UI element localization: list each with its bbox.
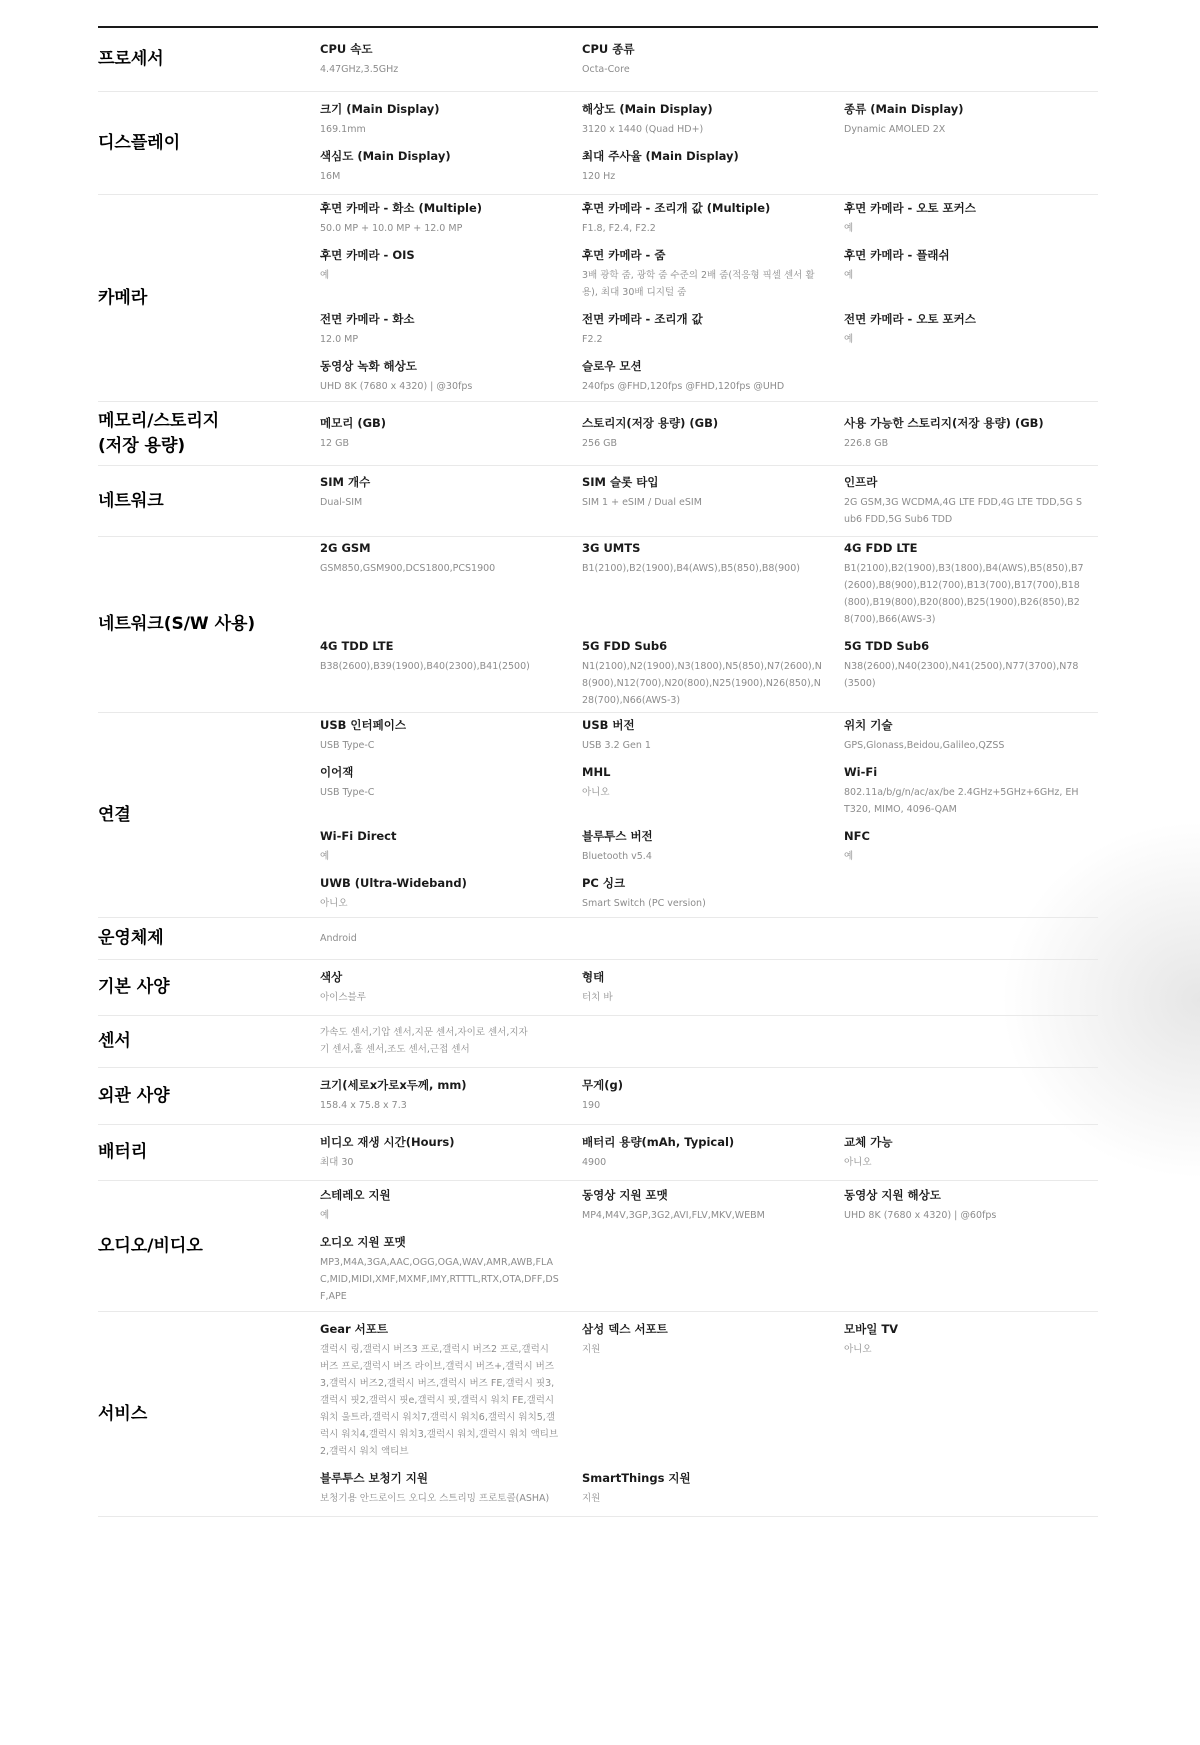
spec-item-label: 인프라 (844, 474, 878, 489)
spec-item-label: NFC (844, 829, 870, 843)
spec-item (844, 415, 1106, 452)
spec-item (582, 1077, 844, 1114)
spec-item-value: 최대 30 (320, 1156, 354, 1168)
spec-item-value: N38(2600),N40(2300),N41(2500),N77(3700),N78(3500) (844, 660, 1079, 689)
spec-item-label: 오디오 지원 포맷 (320, 1234, 406, 1249)
spec-item-value: 802.11a/b/g/n/ac/ax/be 2.4GHz+5GHz+6GHz, EHT320, MIMO, 4096-QAM (844, 787, 1079, 815)
spec-item-value: 아니오 (582, 787, 610, 798)
spec-row-processor (98, 28, 1098, 92)
spec-item (582, 764, 844, 818)
spec-item (844, 474, 1106, 528)
spec-item-label: SIM 슬롯 타입 (582, 474, 659, 489)
spec-item-label: 스토리지(저장 용량) (GB) (582, 415, 719, 430)
spec-item-label: 삼성 덱스 서포트 (582, 1321, 668, 1336)
spec-item-label: 메모리 (GB) (320, 415, 387, 430)
spec-item-value: 예 (844, 223, 854, 234)
spec-row-title: 디스플레이 (98, 132, 181, 153)
spec-item-value: N1(2100),N2(1900),N3(1800),N5(850),N7(2600),N8(900),N12(700),N20(800),N25(1900),N26(850),N28(700),N66(AWS-3) (582, 660, 822, 706)
spec-item-value: 3120 x 1440 (Quad HD+) (582, 123, 704, 135)
spec-row-title: 배터리 (98, 1142, 148, 1162)
spec-item-value: MP4,M4V,3GP,3G2,AVI,FLV,MKV,WEBM (582, 1209, 765, 1221)
spec-row-camera (98, 195, 1098, 402)
spec-item (320, 247, 582, 301)
spec-row-items (320, 1174, 1106, 1319)
spec-item-value: 아니오 (844, 1343, 872, 1355)
spec-item-label: MHL (582, 765, 611, 779)
spec-row-title: 오디오/비디오 (98, 1235, 203, 1256)
spec-item (320, 764, 582, 818)
spec-item-label: SIM 개수 (320, 474, 371, 489)
spec-item-label: 슬로우 모션 (582, 359, 642, 373)
spec-item-label: 이어잭 (320, 765, 354, 779)
spec-item-value: 169.1mm (320, 123, 366, 135)
spec-item (582, 358, 844, 395)
spec-row-items (320, 88, 1106, 199)
spec-row-items (320, 1308, 1106, 1521)
spec-item-label: 전면 카메라 - 화소 (320, 312, 415, 326)
spec-item-value: 12 GB (320, 437, 349, 449)
spec-item-value: 아니오 (320, 898, 348, 909)
spec-item (844, 1321, 1106, 1460)
spec-row-items (320, 527, 1106, 723)
spec-item (320, 1077, 582, 1114)
spec-row-connectivity (98, 713, 1098, 918)
spec-row-services (98, 1312, 1098, 1517)
spec-row-os (98, 918, 1098, 960)
spec-item-value: B38(2600),B39(1900),B40(2300),B41(2500) (320, 660, 530, 672)
spec-row-items (320, 1011, 1106, 1072)
spec-row-title: 프로세서 (98, 49, 164, 69)
spec-item (320, 1134, 582, 1171)
spec-item (582, 717, 844, 754)
spec-item (582, 1134, 844, 1171)
spec-item-value: 226.8 GB (844, 437, 889, 449)
spec-item (844, 828, 1106, 865)
spec-row-items (320, 917, 1106, 961)
spec-item-label: 교체 가능 (844, 1134, 893, 1149)
spec-item-value: F1.8, F2.4, F2.2 (582, 223, 656, 234)
spec-item (582, 148, 844, 185)
spec-item-label: 비디오 재생 시간(Hours) (320, 1134, 455, 1149)
spec-row-title: 서비스 (98, 1403, 148, 1424)
spec-item (582, 828, 844, 865)
spec-item-value: GSM850,GSM900,DCS1800,PCS1900 (320, 562, 496, 574)
spec-item-value: 터치 바 (582, 991, 613, 1003)
spec-item-value: Android (320, 932, 357, 944)
spec-item-label: CPU 속도 (320, 41, 373, 56)
spec-row-title: 네트워크(S/W 사용) (98, 614, 256, 634)
spec-item (320, 148, 582, 185)
spec-item-value: UHD 8K (7680 x 4320) | @60fps (844, 1209, 997, 1221)
spec-row-title: 카메라 (98, 287, 148, 308)
spec-item-label: 위치 기술 (844, 718, 893, 732)
spec-item-label: 3G UMTS (582, 540, 641, 555)
spec-item-label: 배터리 용량(mAh, Typical) (582, 1134, 735, 1149)
spec-item (582, 969, 844, 1006)
spec-item (320, 828, 582, 865)
spec-item (582, 247, 844, 301)
spec-item (582, 540, 844, 628)
spec-item-value: 256 GB (582, 437, 618, 449)
spec-item-value: 120 Hz (582, 170, 616, 182)
spec-item-value: 4900 (582, 1156, 607, 1168)
spec-item-label: 2G GSM (320, 540, 371, 555)
spec-item (582, 1321, 844, 1460)
spec-item (320, 200, 582, 237)
spec-item-value: Dynamic AMOLED 2X (844, 123, 946, 135)
spec-item-label: 5G TDD Sub6 (844, 638, 930, 653)
spec-row-basic (98, 960, 1098, 1016)
spec-item-value: 갤럭시 링,갤럭시 버즈3 프로,갤럭시 버즈2 프로,갤럭시 버즈 프로,갤럭시 버즈 라이브,갤럭시 버즈+,갤럭시 버즈3,갤럭시 버즈2,갤럭시 버즈,갤럭시 버즈 FE,갤럭시 핏3,갤럭시 핏2,갤럭시 핏e,갤럭시 핏,갤럭시 워치 FE,갤럭시 워치 울트라,갤럭시 워치7,갤럭시 워치6,갤럭시 워치5,갤럭시 워치4,갤럭시 워치3,갤럭시 워치,갤럭시 워치 액티브2,갤럭시 워치 액티브 (320, 1343, 559, 1457)
spec-item-label: 동영상 지원 해상도 (844, 1187, 941, 1202)
spec-item-label: CPU 종류 (582, 41, 635, 56)
spec-item-value: Smart Switch (PC version) (582, 898, 706, 909)
spec-item-value: 50.0 MP + 10.0 MP + 12.0 MP (320, 223, 463, 234)
spec-item-value: 예 (320, 851, 330, 862)
spec-item (844, 764, 1106, 818)
spec-item-label: 5G FDD Sub6 (582, 638, 668, 653)
spec-item-label: 무게(g) (582, 1078, 623, 1092)
spec-item-label: 후면 카메라 - 화소 (Multiple) (320, 201, 483, 215)
spec-item-label: 4G TDD LTE (320, 638, 394, 653)
spec-item-label: 해상도 (Main Display) (582, 101, 713, 116)
spec-item (320, 311, 582, 348)
spec-item-value: 지원 (582, 1492, 601, 1504)
spec-item-label: PC 싱크 (582, 876, 626, 890)
spec-item (320, 969, 582, 1006)
spec-item (320, 638, 582, 709)
spec-row-audio-video (98, 1181, 1098, 1312)
spec-item (844, 311, 1106, 348)
spec-item-value: 예 (844, 334, 854, 345)
spec-item-label: 전면 카메라 - 조리개 값 (582, 312, 703, 326)
spec-row-network-sw (98, 537, 1098, 713)
spec-item-value: 아니오 (844, 1156, 872, 1168)
spec-item-value: 12.0 MP (320, 334, 359, 345)
spec-item-value: 가속도 센서,기압 센서,지문 센서,자이로 센서,지자기 센서,홀 센서,조도 센서,근접 센서 (320, 1027, 528, 1055)
spec-item-label: 색상 (320, 969, 343, 984)
spec-item-label: 크기 (Main Display) (320, 101, 440, 116)
spec-item (582, 875, 844, 912)
spec-item-label: Wi-Fi Direct (320, 829, 397, 843)
spec-row-title: 네트워크 (98, 490, 164, 511)
spec-item-value: Bluetooth v5.4 (582, 851, 652, 862)
spec-item-label: 최대 주사율 (Main Display) (582, 148, 739, 163)
spec-item-value: Octa-Core (582, 63, 630, 75)
spec-item-label: USB 버전 (582, 718, 635, 732)
spec-item-value: SIM 1 + eSIM / Dual eSIM (582, 496, 702, 508)
spec-item-label: 모바일 TV (844, 1321, 899, 1336)
spec-item-value: 190 (582, 1100, 601, 1111)
spec-item-label: 후면 카메라 - 조리개 값 (Multiple) (582, 201, 771, 215)
spec-row-appearance (98, 1068, 1098, 1125)
spec-row-sensor (98, 1016, 1098, 1068)
spec-item-value: 158.4 x 75.8 x 7.3 (320, 1100, 407, 1111)
spec-item-value: USB Type-C (320, 787, 375, 798)
spec-item-label: 동영상 지원 포맷 (582, 1187, 668, 1202)
spec-item-label: 전면 카메라 - 오토 포커스 (844, 312, 976, 326)
spec-row-title: 연결 (98, 804, 131, 825)
spec-item-label: 후면 카메라 - OIS (320, 248, 415, 262)
spec-item-label: 형태 (582, 969, 605, 984)
spec-item-label: 색심도 (Main Display) (320, 148, 451, 163)
spec-row-memory (98, 402, 1098, 466)
spec-row-display (98, 92, 1098, 195)
spec-item (844, 200, 1106, 237)
spec-item-label: 후면 카메라 - 줌 (582, 248, 666, 262)
spec-item-label: 크기(세로x가로x두께, mm) (320, 1078, 467, 1092)
spec-item-value: B1(2100),B2(1900),B4(AWS),B5(850),B8(900) (582, 562, 800, 574)
spec-item-value: 보청기용 안드로이드 오디오 스트리밍 프로토콜(ASHA) (320, 1492, 550, 1504)
spec-item-value: UHD 8K (7680 x 4320) | @30fps (320, 381, 473, 392)
spec-item-value: 240fps @FHD,120fps @FHD,120fps @UHD (582, 381, 785, 392)
spec-item (320, 1234, 582, 1305)
spec-item (844, 638, 1106, 709)
spec-item-label: USB 인터페이스 (320, 718, 406, 732)
spec-item-label: SmartThings 지원 (582, 1470, 691, 1485)
spec-item-value: MP3,M4A,3GA,AAC,OGG,OGA,WAV,AMR,AWB,FLAC,MID,MIDI,XMF,MXMF,IMY,RTTTL,RTX,OTA,DFF,DSF,APE (320, 1256, 559, 1302)
spec-item (320, 41, 582, 78)
spec-item-label: 사용 가능한 스토리지(저장 용량) (GB) (844, 415, 1044, 430)
spec-item (582, 415, 844, 452)
spec-item-label: 후면 카메라 - 플래쉬 (844, 248, 950, 262)
spec-row-items (320, 402, 1106, 466)
spec-item (844, 247, 1106, 301)
spec-item (320, 358, 582, 395)
spec-item (582, 41, 844, 78)
spec-item (320, 101, 582, 138)
spec-item (320, 930, 1106, 947)
spec-row-items (320, 28, 1106, 92)
spec-item (582, 1187, 844, 1224)
spec-item-value: 예 (320, 270, 330, 281)
spec-item (582, 200, 844, 237)
spec-item (582, 101, 844, 138)
spec-item (844, 717, 1106, 754)
spec-item (582, 311, 844, 348)
spec-item-value: GPS,Glonass,Beidou,Galileo,QZSS (844, 740, 1005, 751)
spec-item-label: 4G FDD LTE (844, 540, 918, 555)
spec-item (844, 1134, 1106, 1171)
spec-item-value: Dual-SIM (320, 496, 363, 508)
spec-item (320, 1470, 582, 1507)
spec-item-value: 예 (320, 1209, 330, 1221)
spec-item (320, 474, 582, 528)
spec-item (582, 474, 844, 528)
spec-row-title: 외관 사양 (98, 1085, 170, 1106)
spec-item-label: 동영상 녹화 해상도 (320, 359, 417, 373)
spec-row-items (320, 956, 1106, 1020)
spec-item-value: 4.47GHz,3.5GHz (320, 63, 399, 75)
spec-item-label: Wi-Fi (844, 765, 878, 779)
spec-item-value: B1(2100),B2(1900),B3(1800),B4(AWS),B5(850),B7(2600),B8(900),B12(700),B13(700),B17(700),B18(800),B19(800),B20(800),B25(1900),B26(850),B28(700),B66(AWS-3) (844, 562, 1084, 625)
spec-item-value: 아이스블루 (320, 991, 366, 1003)
spec-item (582, 638, 844, 709)
spec-item (844, 1187, 1106, 1224)
spec-item-value: 지원 (582, 1343, 601, 1355)
spec-item-value: 예 (844, 270, 854, 281)
spec-item-label: UWB (Ultra-Wideband) (320, 876, 467, 890)
spec-item (844, 540, 1106, 628)
spec-row-title: 기본 사양 (98, 977, 170, 997)
spec-row-items (320, 704, 1106, 926)
spec-item-label: Gear 서포트 (320, 1321, 389, 1336)
spec-item-value: F2.2 (582, 334, 603, 345)
spec-row-items (320, 187, 1106, 409)
spec-row-items (320, 1064, 1106, 1128)
spec-item-value: USB 3.2 Gen 1 (582, 740, 651, 751)
spec-row-title: 메모리/스토리지 (저장 용량) (98, 410, 220, 456)
spec-item-label: 블루투스 버전 (582, 829, 653, 843)
spec-item (582, 1470, 844, 1507)
spec-item-label: 블루투스 보청기 지원 (320, 1470, 428, 1485)
spec-item-value: 3배 광학 줌, 광학 줌 수준의 2배 줌(적응형 픽셀 센서 활용), 최대 30배 디지털 줌 (582, 270, 815, 298)
spec-item (320, 540, 582, 628)
spec-item-label: 종류 (Main Display) (844, 101, 964, 116)
spec-item-value: 예 (844, 851, 854, 862)
spec-item (320, 717, 582, 754)
spec-item (320, 1187, 582, 1224)
spec-item (320, 875, 582, 912)
spec-item-value: 16M (320, 170, 341, 182)
spec-row-title: 운영체제 (98, 928, 164, 948)
spec-item-value: 2G GSM,3G WCDMA,4G LTE FDD,4G LTE TDD,5G Sub6 FDD,5G Sub6 TDD (844, 496, 1083, 525)
spec-item (844, 101, 1106, 138)
spec-row-title: 센서 (98, 1031, 131, 1051)
spec-item-label: 스테레오 지원 (320, 1187, 391, 1202)
spec-item-value: USB Type-C (320, 740, 375, 751)
spec-item (320, 1321, 582, 1460)
spec-item (320, 1024, 1106, 1058)
spec-item (320, 415, 582, 452)
spec-item-label: 후면 카메라 - 오토 포커스 (844, 201, 976, 215)
spec-table (98, 26, 1098, 1517)
